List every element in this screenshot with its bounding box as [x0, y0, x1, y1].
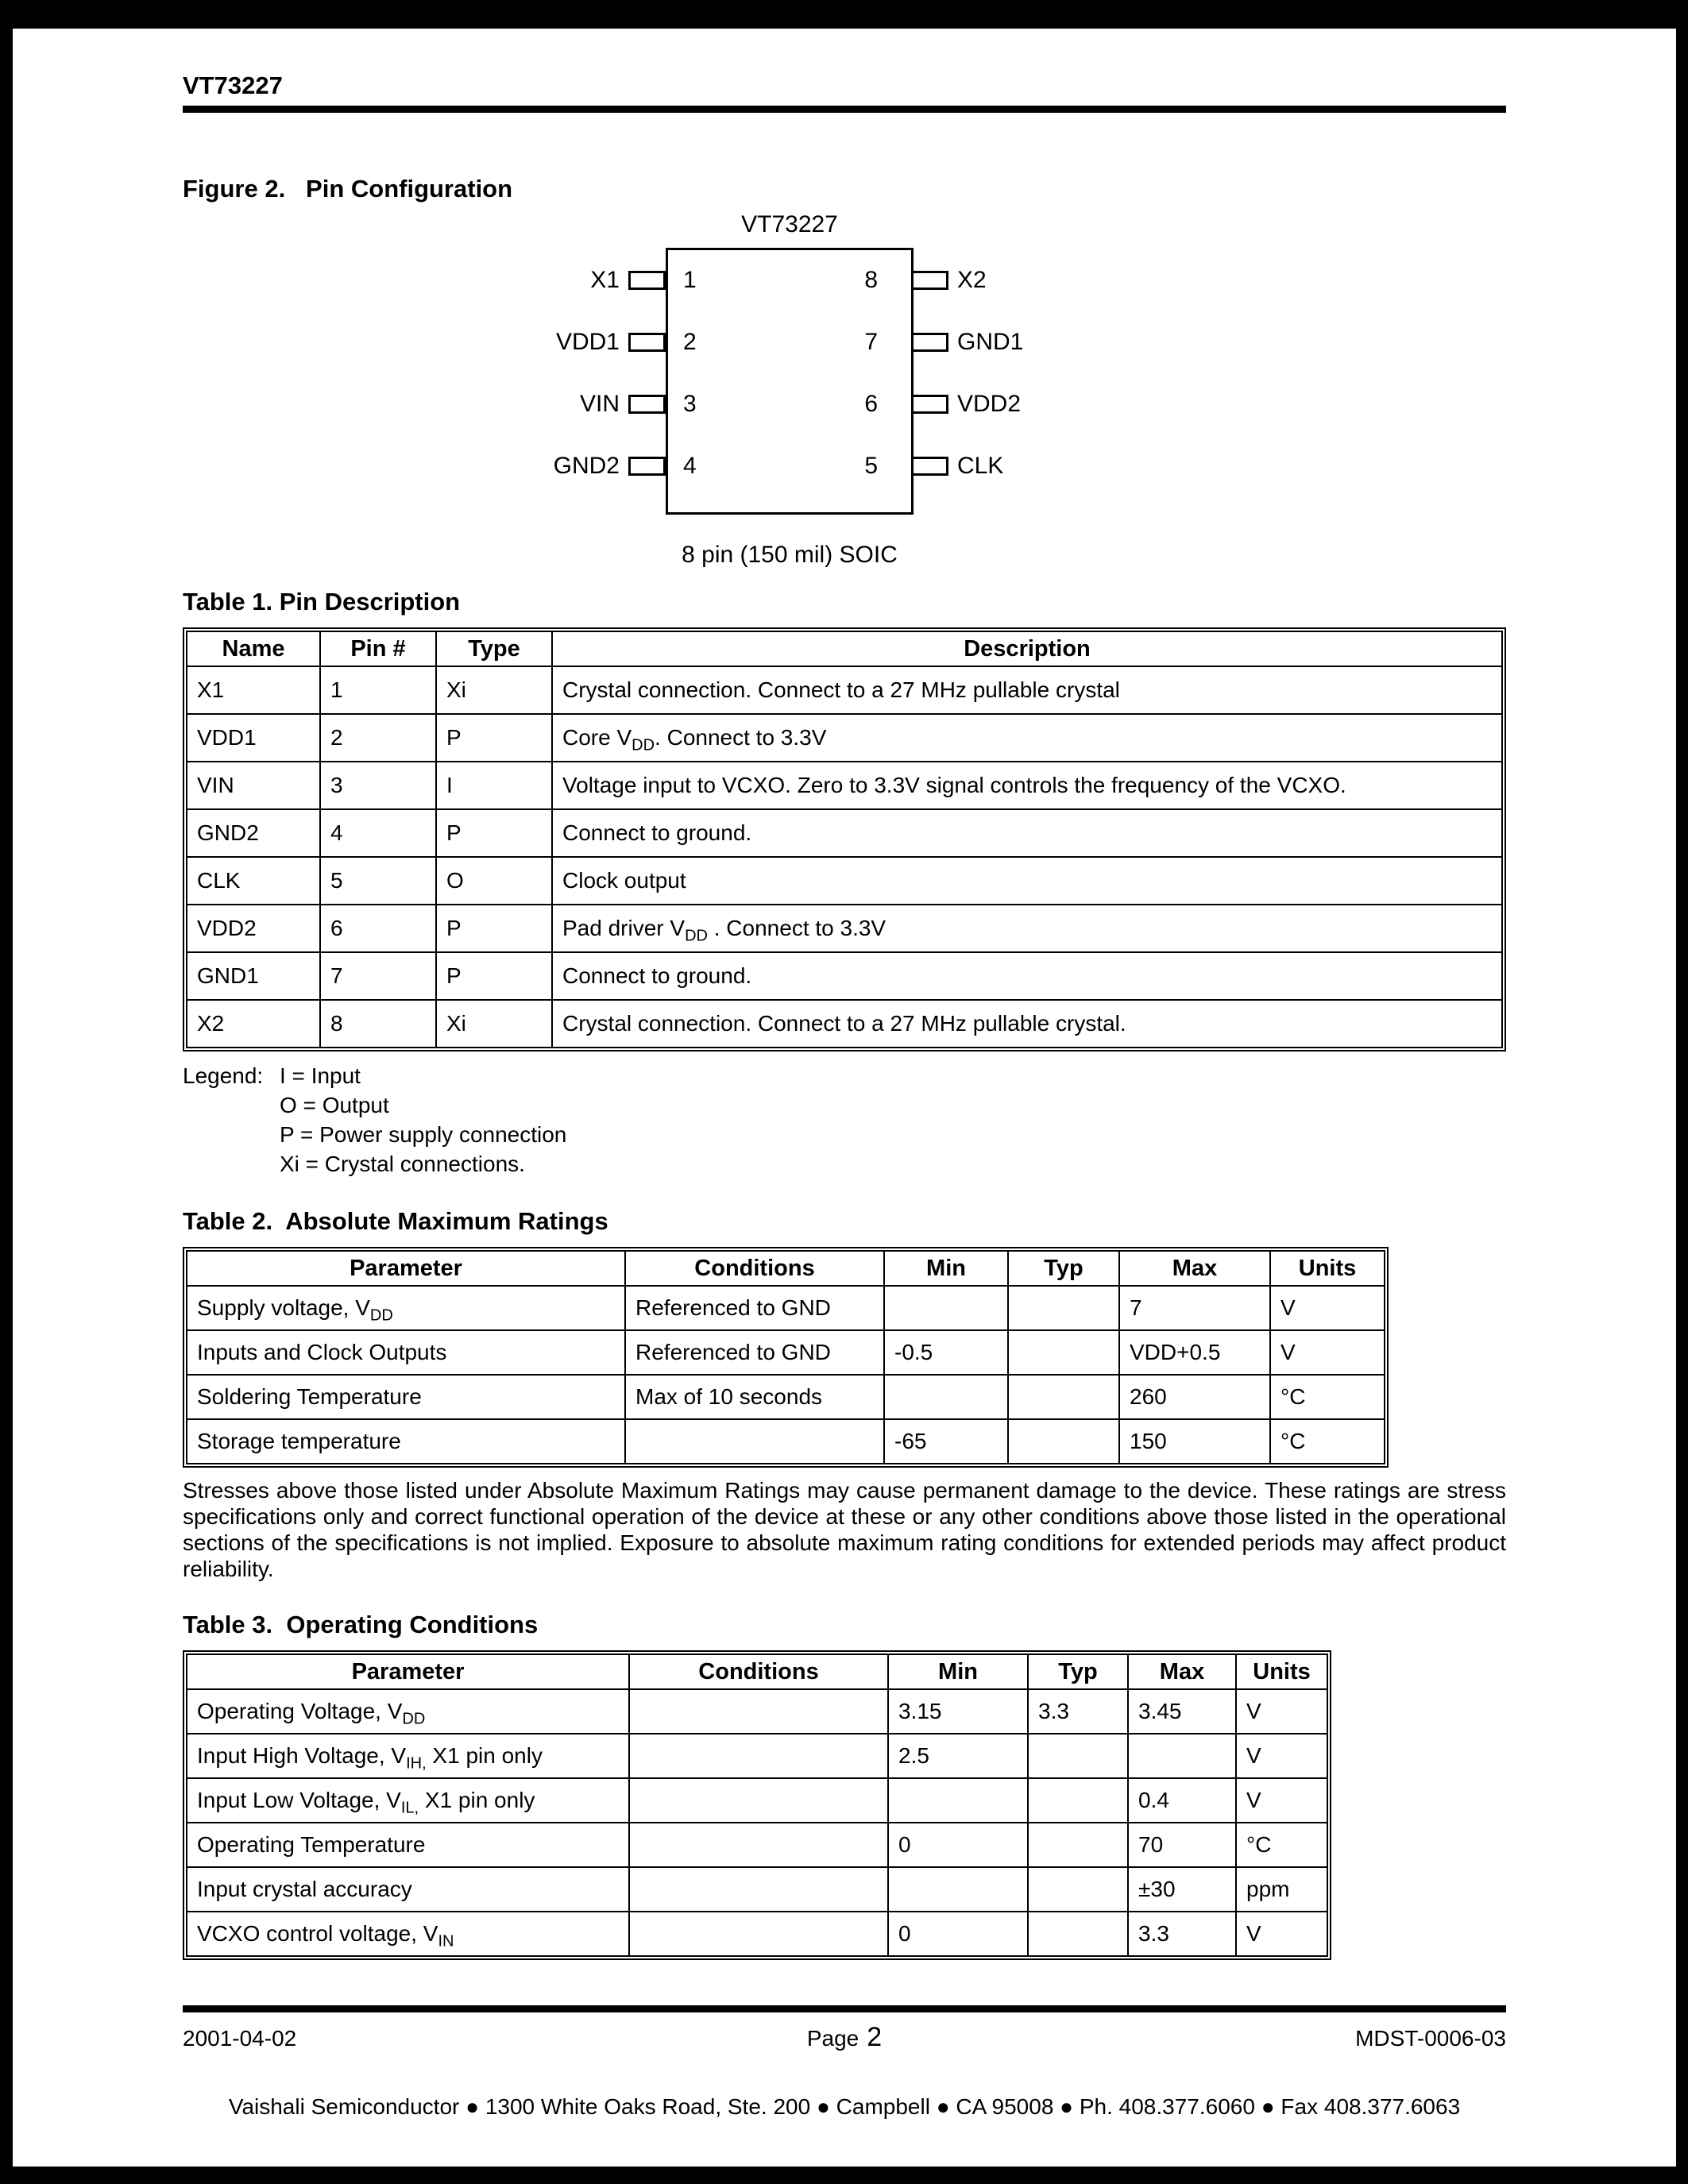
parameter-text: Input High Voltage, V — [197, 1743, 407, 1768]
units-cell: V — [1270, 1330, 1385, 1375]
pin-number-cell: 6 — [320, 905, 436, 952]
legend-item: Xi = Crystal connections. — [280, 1152, 525, 1176]
pin-description-cell — [552, 762, 1502, 809]
pin-type-cell: I — [436, 762, 552, 809]
pin-name-cell: GND2 — [187, 809, 320, 857]
table-row — [187, 666, 1502, 714]
figure-title: Figure 2. Pin Configuration — [183, 175, 513, 203]
parameter-text: Input Low Voltage, V — [197, 1788, 401, 1812]
absolute-maximum-ratings-table — [183, 1247, 1389, 1468]
table2-header-units: Units — [1270, 1251, 1385, 1286]
typ-cell — [1008, 1419, 1119, 1464]
figure-caption: 8 pin (150 mil) SOIC — [682, 542, 898, 568]
max-cell: ±30 — [1128, 1867, 1236, 1912]
parameter-text: Input crystal accuracy — [197, 1877, 412, 1901]
pin-number-cell: 2 — [320, 714, 436, 762]
table-row — [187, 762, 1502, 809]
description-text: . Connect to 3.3V — [655, 725, 827, 750]
typ-cell: 3.3 — [1028, 1689, 1128, 1734]
pin-number-cell: 4 — [320, 809, 436, 857]
parameter-text: Operating Voltage, V — [197, 1699, 403, 1723]
max-cell: 3.45 — [1128, 1689, 1236, 1734]
parameter-text: X1 pin only — [419, 1788, 535, 1812]
table-row — [187, 1419, 1385, 1464]
max-cell: 7 — [1119, 1286, 1270, 1330]
table2-title: Table 2. Absolute Maximum Ratings — [183, 1207, 608, 1235]
table1-header-name: Name — [187, 631, 320, 666]
typ-cell — [1028, 1823, 1128, 1867]
pin-name-cell: X1 — [187, 666, 320, 714]
pin-name-cell: X2 — [187, 1000, 320, 1048]
pin-name-vin: VIN — [579, 391, 620, 417]
table-row — [187, 1000, 1502, 1048]
typ-cell — [1008, 1330, 1119, 1375]
page-number: 2 — [867, 2022, 883, 2052]
table3-header-row — [187, 1654, 1327, 1689]
table3-header-conditions: Conditions — [629, 1654, 888, 1689]
parameter-cell — [187, 1689, 629, 1734]
description-text: Connect to ground. — [562, 963, 752, 988]
table-row — [187, 1778, 1327, 1823]
pin-number-8: 8 — [864, 267, 878, 293]
typ-cell — [1008, 1286, 1119, 1330]
parameter-text: Inputs and Clock Outputs — [197, 1340, 447, 1364]
min-cell: 2.5 — [888, 1734, 1028, 1778]
parameter-text: Supply voltage, V — [197, 1295, 370, 1320]
table1-title: Table 1. Pin Description — [183, 588, 461, 615]
footer-doc-number: MDST-0006-03 — [1355, 2026, 1506, 2051]
pin-number-cell: 7 — [320, 952, 436, 1000]
pin-name-gnd1: GND1 — [957, 329, 1024, 355]
table3-header-max: Max — [1128, 1654, 1236, 1689]
parameter-subscript: IH, — [406, 1754, 427, 1773]
typ-cell — [1028, 1734, 1128, 1778]
conditions-cell — [629, 1823, 888, 1867]
pin-type-cell: P — [436, 809, 552, 857]
pin-name-clk: CLK — [957, 453, 1004, 479]
table2-header-typ: Typ — [1008, 1251, 1119, 1286]
pin-type-cell: P — [436, 905, 552, 952]
pin-description-cell — [552, 666, 1502, 714]
pin-type-cell: Xi — [436, 666, 552, 714]
conditions-cell — [625, 1419, 884, 1464]
pin-number-4: 4 — [683, 453, 697, 479]
pin-stub-icon — [628, 395, 666, 414]
min-cell: -0.5 — [884, 1330, 1008, 1375]
table-row — [187, 714, 1502, 762]
legend-label: Legend: — [183, 1063, 264, 1088]
pin-name-cell: GND1 — [187, 952, 320, 1000]
pin-description-cell — [552, 809, 1502, 857]
description-text: Crystal connection. Connect to a 27 MHz pullable crystal — [562, 677, 1120, 702]
parameter-subscript: IL, — [400, 1799, 419, 1817]
min-cell: 3.15 — [888, 1689, 1028, 1734]
table1-header-description: Description — [552, 631, 1502, 666]
parameter-text: Soldering Temperature — [197, 1384, 422, 1409]
units-cell: V — [1236, 1912, 1327, 1956]
description-text: Voltage input to VCXO. Zero to 3.3V signal controls the frequency of the VCXO. — [562, 773, 1346, 797]
parameter-text: Operating Temperature — [197, 1832, 426, 1857]
pin-name-vdd1: VDD1 — [555, 329, 620, 355]
pin-name-cell: CLK — [187, 857, 320, 905]
legend-line — [183, 1061, 1506, 1090]
table3-header-parameter: Parameter — [187, 1654, 629, 1689]
pin-number-1: 1 — [683, 267, 697, 293]
units-cell: ppm — [1236, 1867, 1327, 1912]
max-cell: 0.4 — [1128, 1778, 1236, 1823]
pin-type-cell: O — [436, 857, 552, 905]
page-label: Page — [806, 2026, 859, 2051]
typ-cell — [1028, 1778, 1128, 1823]
min-cell — [884, 1286, 1008, 1330]
legend-item: I = Input — [280, 1063, 361, 1088]
max-cell — [1128, 1734, 1236, 1778]
conditions-cell — [629, 1867, 888, 1912]
absolute-maximum-ratings-note: Stresses above those listed under Absolute Maximum Ratings may cause permanent damage to the device. These ratings are stress specifications only and correct functional operation of the device at these or any other conditions above those listed in the operational sections of the specifications is not implied. Exposure to absolute maximum rating conditions for extended periods may affect product reliability. — [183, 1478, 1506, 1581]
description-text: Connect to ground. — [562, 820, 752, 845]
description-text: Clock output — [562, 868, 686, 893]
document-id: VT73227 — [183, 71, 283, 99]
footer-rule — [183, 2005, 1506, 2012]
footer — [183, 2022, 1506, 2053]
pin-stub-icon — [911, 395, 948, 414]
pin-number-7: 7 — [864, 329, 878, 355]
table-row — [187, 952, 1502, 1000]
pin-stub-icon — [911, 333, 948, 352]
pin-description-table — [183, 627, 1506, 1051]
parameter-cell — [187, 1867, 629, 1912]
pin-description-cell — [552, 905, 1502, 952]
min-cell — [888, 1778, 1028, 1823]
min-cell: 0 — [888, 1823, 1028, 1867]
table2-header-row — [187, 1251, 1385, 1286]
header-rule — [183, 106, 1506, 113]
max-cell: 150 — [1119, 1419, 1270, 1464]
table-row — [187, 1330, 1385, 1375]
units-cell: °C — [1270, 1375, 1385, 1419]
legend-item: O = Output — [280, 1093, 389, 1117]
parameter-subscript: DD — [402, 1710, 426, 1728]
min-cell: 0 — [888, 1912, 1028, 1956]
pin-name-gnd2: GND2 — [553, 453, 620, 479]
pin-description-cell — [552, 857, 1502, 905]
pin-name-cell: VDD2 — [187, 905, 320, 952]
table2-header-parameter: Parameter — [187, 1251, 625, 1286]
typ-cell — [1008, 1375, 1119, 1419]
max-cell: 3.3 — [1128, 1912, 1236, 1956]
min-cell — [888, 1867, 1028, 1912]
units-cell: °C — [1236, 1823, 1327, 1867]
units-cell: V — [1270, 1286, 1385, 1330]
pin-stub-icon — [911, 271, 948, 290]
parameter-text: X1 pin only — [426, 1743, 543, 1768]
conditions-cell: Referenced to GND — [625, 1286, 884, 1330]
table1-header-pin: Pin # — [320, 631, 436, 666]
table-row — [187, 1734, 1327, 1778]
parameter-cell — [187, 1734, 629, 1778]
pin-stub-icon — [628, 333, 666, 352]
pin-number-2: 2 — [683, 329, 697, 355]
units-cell: V — [1236, 1689, 1327, 1734]
description-subscript: DD — [685, 927, 708, 945]
description-text: . Connect to 3.3V — [707, 916, 886, 940]
description-subscript: DD — [632, 736, 655, 754]
table1-header-type: Type — [436, 631, 552, 666]
max-cell: 260 — [1119, 1375, 1270, 1419]
pin-number-cell: 5 — [320, 857, 436, 905]
max-cell: VDD+0.5 — [1119, 1330, 1270, 1375]
table-row — [187, 1867, 1327, 1912]
pin-stub-icon — [628, 457, 666, 476]
chip-label: VT73227 — [741, 211, 838, 237]
parameter-cell — [187, 1419, 625, 1464]
units-cell: °C — [1270, 1419, 1385, 1464]
parameter-subscript: DD — [369, 1306, 393, 1325]
pin-number-3: 3 — [683, 391, 697, 417]
parameter-cell — [187, 1286, 625, 1330]
conditions-cell — [629, 1734, 888, 1778]
parameter-subscript: IN — [438, 1932, 454, 1951]
units-cell: V — [1236, 1778, 1327, 1823]
pin-number-6: 6 — [864, 391, 878, 417]
description-text: Core V — [562, 725, 632, 750]
pin-configuration-diagram — [183, 211, 1506, 567]
table-row — [187, 857, 1502, 905]
pin-type-cell: Xi — [436, 1000, 552, 1048]
units-cell: V — [1236, 1734, 1327, 1778]
pin-number-cell: 1 — [320, 666, 436, 714]
pin-description-cell — [552, 1000, 1502, 1048]
typ-cell — [1028, 1867, 1128, 1912]
table-row — [187, 1286, 1385, 1330]
description-text: Crystal connection. Connect to a 27 MHz pullable crystal. — [562, 1011, 1126, 1036]
pin-name-vdd2: VDD2 — [957, 391, 1022, 417]
table-row — [187, 905, 1502, 952]
content — [183, 29, 1506, 1960]
legend — [183, 1061, 1506, 1179]
pin-name-x1: X1 — [590, 267, 620, 293]
table2-header-max: Max — [1119, 1251, 1270, 1286]
footer-page — [624, 2022, 1064, 2053]
parameter-cell — [187, 1823, 629, 1867]
pin-number-cell: 8 — [320, 1000, 436, 1048]
parameter-text: VCXO control voltage, V — [197, 1921, 438, 1946]
parameter-cell — [187, 1375, 625, 1419]
operating-conditions-table — [183, 1650, 1331, 1960]
pin-number-cell: 3 — [320, 762, 436, 809]
table2-header-min: Min — [884, 1251, 1008, 1286]
pin-description-cell — [552, 714, 1502, 762]
table1-header-row — [187, 631, 1502, 666]
conditions-cell — [629, 1778, 888, 1823]
parameter-cell — [187, 1912, 629, 1956]
pin-type-cell: P — [436, 952, 552, 1000]
table-row — [187, 1689, 1327, 1734]
pin-stub-icon — [628, 271, 666, 290]
pin-type-cell: P — [436, 714, 552, 762]
pin-stub-icon — [911, 457, 948, 476]
conditions-cell: Referenced to GND — [625, 1330, 884, 1375]
conditions-cell: Max of 10 seconds — [625, 1375, 884, 1419]
pin-number-5: 5 — [864, 453, 878, 479]
table2-header-conditions: Conditions — [625, 1251, 884, 1286]
conditions-cell — [629, 1689, 888, 1734]
parameter-text: Storage temperature — [197, 1429, 401, 1453]
page — [13, 29, 1676, 2167]
pin-name-cell: VIN — [187, 762, 320, 809]
table3-title: Table 3. Operating Conditions — [183, 1611, 539, 1638]
table-row — [187, 1823, 1327, 1867]
company-address-line: Vaishali Semiconductor ● 1300 White Oaks Road, Ste. 200 ● Campbell ● CA 95008 ● Ph. 408.377.6060 ● Fax 408.377.6063 — [228, 2094, 1461, 2119]
typ-cell — [1028, 1912, 1128, 1956]
legend-item: P = Power supply connection — [280, 1122, 567, 1147]
table-row — [187, 809, 1502, 857]
pin-name-cell: VDD1 — [187, 714, 320, 762]
description-text: Pad driver V — [562, 916, 686, 940]
pin-description-cell — [552, 952, 1502, 1000]
max-cell: 70 — [1128, 1823, 1236, 1867]
table-row — [187, 1375, 1385, 1419]
parameter-cell — [187, 1778, 629, 1823]
table3-header-typ: Typ — [1028, 1654, 1128, 1689]
table3-header-units: Units — [1236, 1654, 1327, 1689]
conditions-cell — [629, 1912, 888, 1956]
footer-date: 2001-04-02 — [183, 2026, 297, 2051]
min-cell — [884, 1375, 1008, 1419]
parameter-cell — [187, 1330, 625, 1375]
min-cell: -65 — [884, 1419, 1008, 1464]
table-row — [187, 1912, 1327, 1956]
pin-name-x2: X2 — [957, 267, 987, 293]
table3-header-min: Min — [888, 1654, 1028, 1689]
